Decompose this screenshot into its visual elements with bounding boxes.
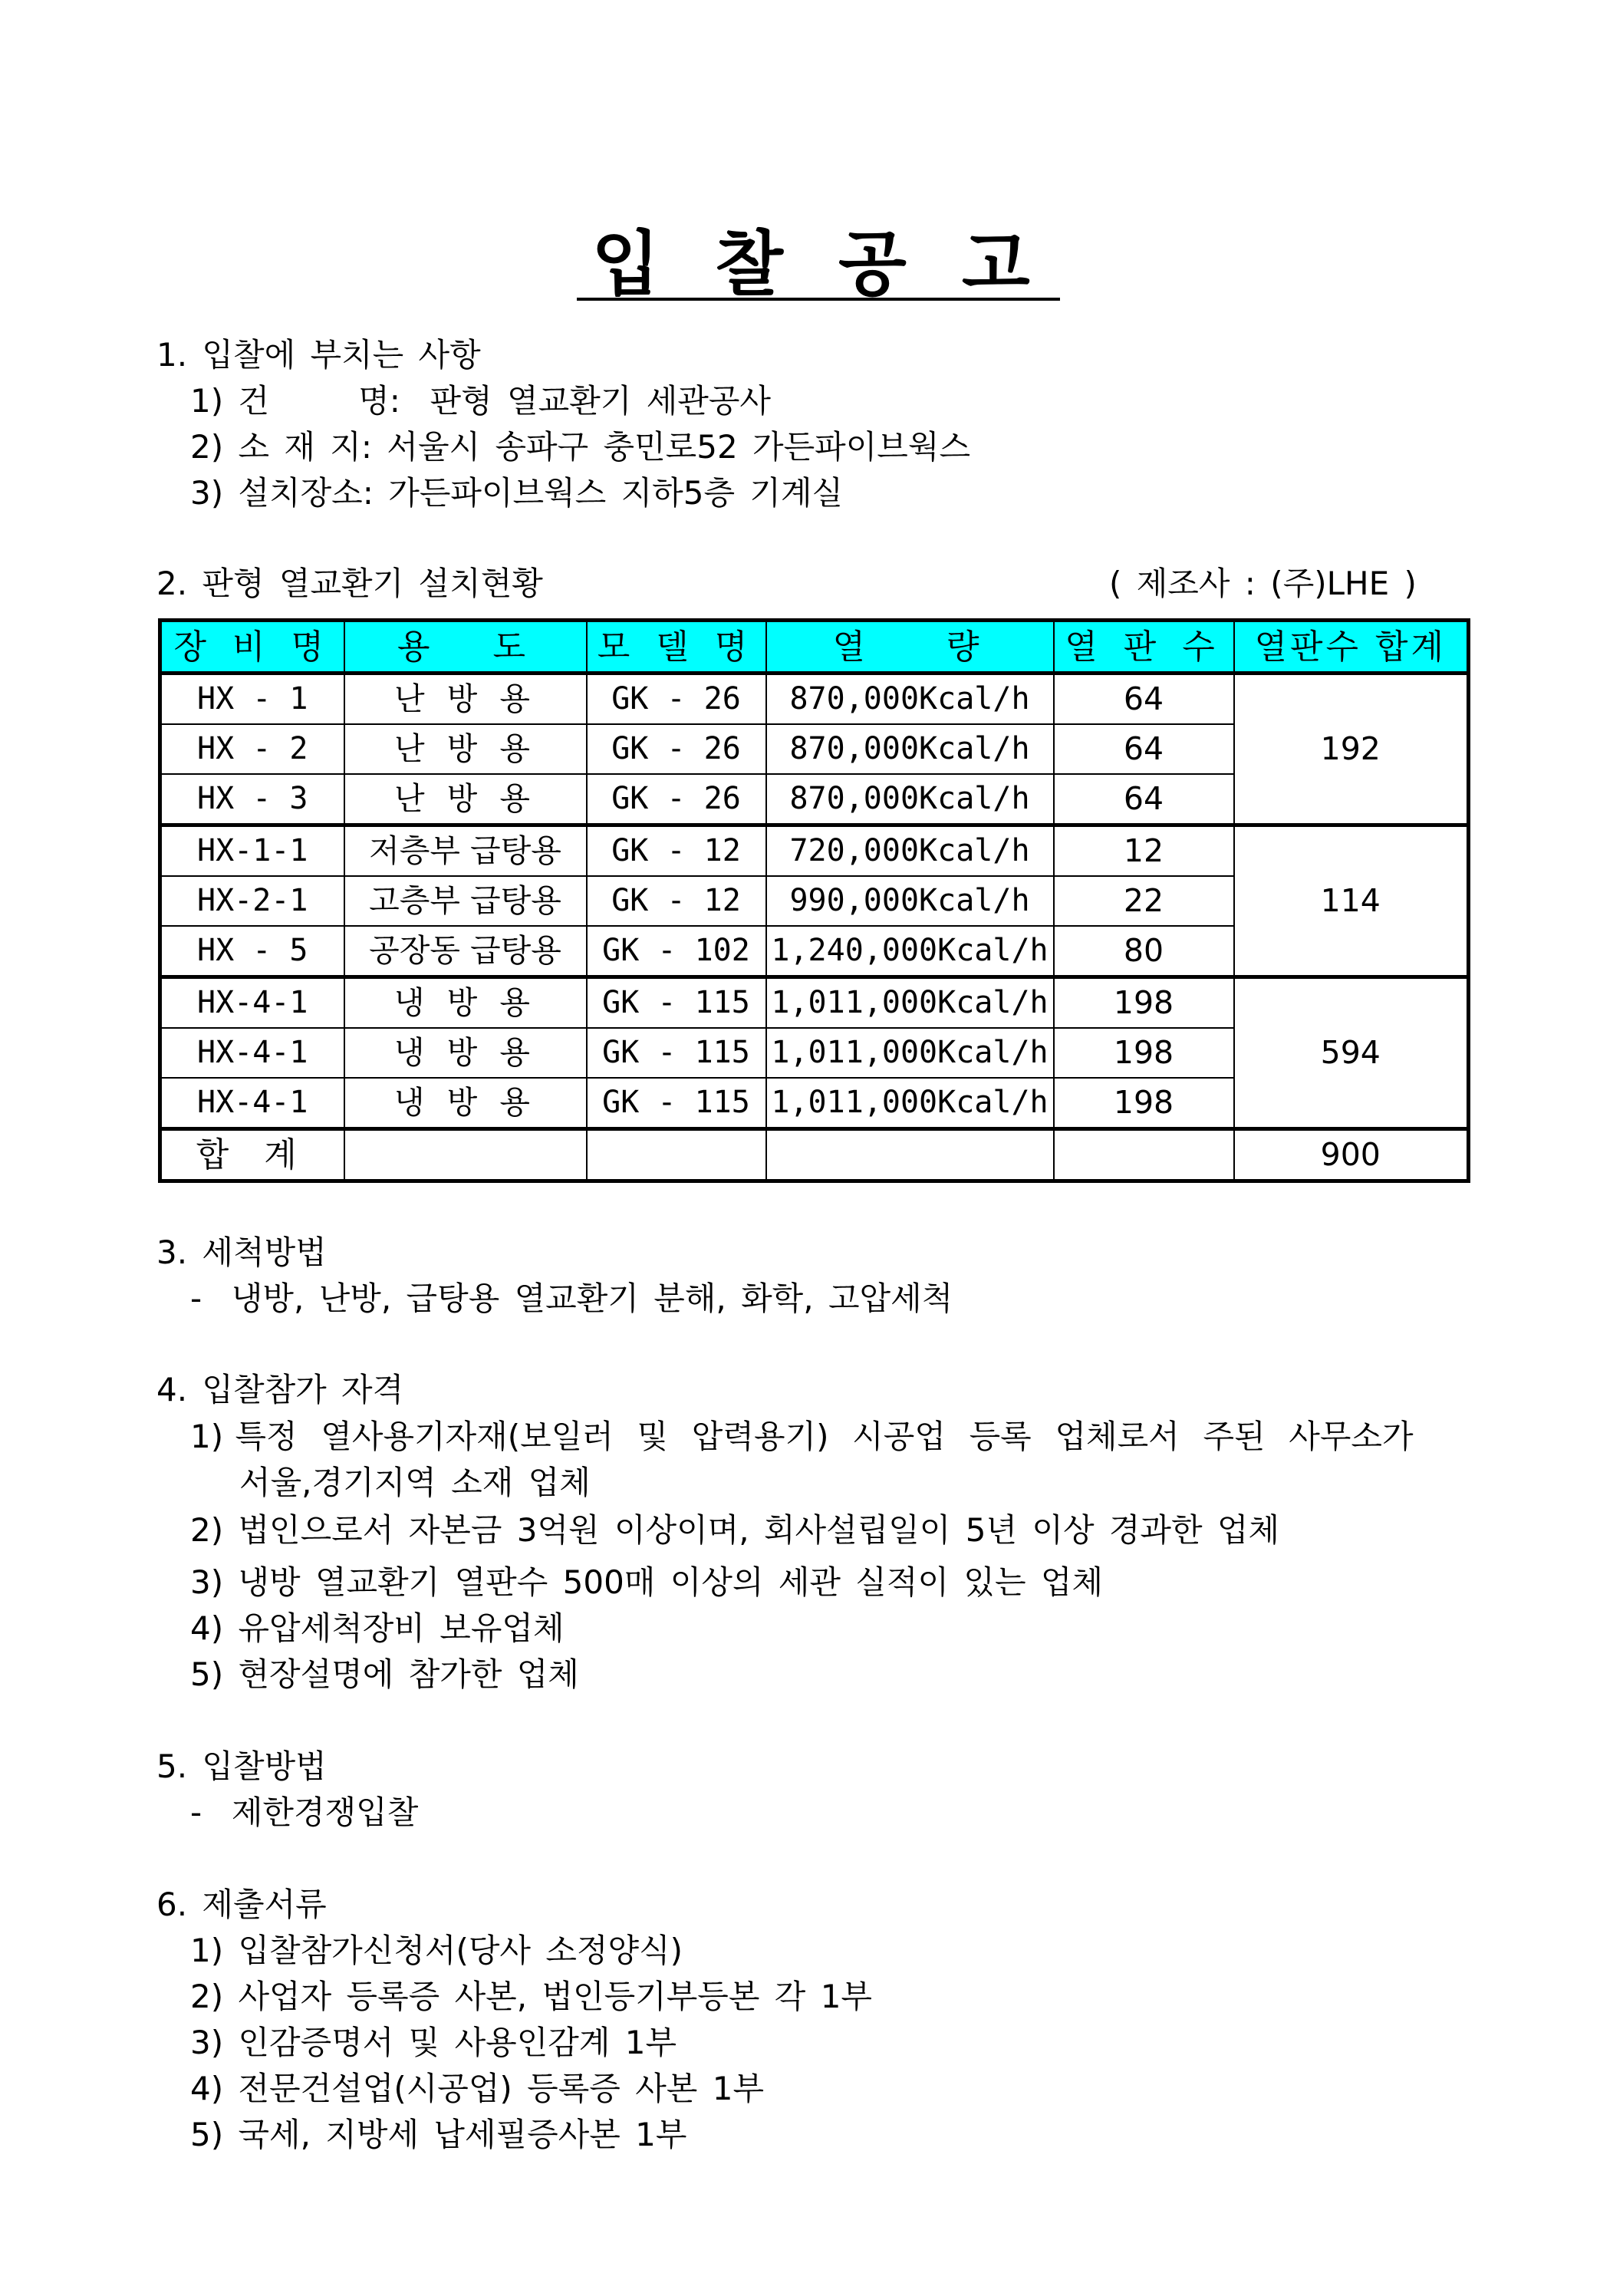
section3-item: - 냉방, 난방, 급탕용 열교환기 분해, 화학, 고압세척 [190, 1280, 953, 1317]
heat-capacity: 870,000Kcal/h [766, 674, 1054, 725]
equipment-name: HX - 5 [160, 926, 344, 977]
plate-count: 198 [1054, 1078, 1234, 1129]
plate-count: 80 [1054, 926, 1234, 977]
section6-item: 4) 전문건설업(시공업) 등록증 사본 1부 [190, 2070, 765, 2107]
section1-item: 2) 소 재 지: 서울시 송파구 충민로52 가든파이브웍스 [190, 428, 971, 466]
section1-heading: 1. 입찰에 부치는 사항 [156, 336, 481, 374]
usage: 냉 방 용 [344, 1078, 587, 1129]
section5-heading: 5. 입찰방법 [156, 1748, 327, 1785]
section4-item: 1) 특정 열사용기자재(보일러 및 압력용기) 시공업 등록 업체로서 주된 사무소가 [190, 1418, 1414, 1455]
model-name: GK - 26 [587, 674, 766, 725]
column-header: 열 량 [766, 621, 1054, 674]
section4-item: 5) 현장설명에 참가한 업체 [190, 1655, 579, 1693]
section1-item: 1) 건 명: 판형 열교환기 세관공사 [190, 382, 771, 420]
usage: 난 방 용 [344, 674, 587, 725]
section6-item: 1) 입찰참가신청서(당사 소정양식) [190, 1932, 683, 1969]
column-header: 모 델 명 [587, 621, 766, 674]
section3-heading: 3. 세척방법 [156, 1234, 327, 1271]
table-sum-row [160, 1129, 1469, 1181]
empty-cell [587, 1129, 766, 1181]
equipment-name: HX-4-1 [160, 1078, 344, 1129]
table-header-row [160, 621, 1469, 674]
model-name: GK - 115 [587, 977, 766, 1029]
heat-capacity: 1,240,000Kcal/h [766, 926, 1054, 977]
heat-capacity: 720,000Kcal/h [766, 825, 1054, 877]
section4-item: 4) 유압세척장비 보유업체 [190, 1609, 565, 1647]
section6-heading: 6. 제출서류 [156, 1886, 327, 1923]
section5-item: - 제한경쟁입찰 [190, 1794, 419, 1831]
column-header: 열 판 수 [1054, 621, 1234, 674]
model-name: GK - 12 [587, 825, 766, 877]
empty-cell [1054, 1129, 1234, 1181]
usage: 공장동 급탕용 [344, 926, 587, 977]
heat-capacity: 870,000Kcal/h [766, 724, 1054, 774]
heat-capacity: 870,000Kcal/h [766, 774, 1054, 825]
equipment-name: HX-4-1 [160, 1028, 344, 1078]
model-name: GK - 26 [587, 774, 766, 825]
equipment-name: HX - 3 [160, 774, 344, 825]
grand-total: 900 [1234, 1129, 1469, 1181]
table-row [160, 825, 1469, 877]
equipment-name: HX-4-1 [160, 977, 344, 1029]
heat-exchanger-table [158, 618, 1470, 1183]
plate-count: 198 [1054, 1028, 1234, 1078]
equipment-name: HX - 1 [160, 674, 344, 725]
group-plate-total: 594 [1234, 977, 1469, 1129]
sum-label: 합 계 [160, 1129, 344, 1181]
equipment-name: HX-2-1 [160, 876, 344, 926]
usage: 저층부 급탕용 [344, 825, 587, 877]
group-plate-total: 114 [1234, 825, 1469, 977]
usage: 고층부 급탕용 [344, 876, 587, 926]
plate-count: 64 [1054, 774, 1234, 825]
empty-cell [344, 1129, 587, 1181]
model-name: GK - 115 [587, 1078, 766, 1129]
usage: 난 방 용 [344, 724, 587, 774]
heat-capacity: 1,011,000Kcal/h [766, 1078, 1054, 1129]
section2-heading: 2. 판형 열교환기 설치현황 [156, 565, 543, 602]
empty-cell [766, 1129, 1054, 1181]
table-row [160, 674, 1469, 725]
plate-count: 22 [1054, 876, 1234, 926]
section4-heading: 4. 입찰참가 자격 [156, 1371, 404, 1408]
page-title: 입 찰 공 고 [591, 223, 1045, 305]
model-name: GK - 12 [587, 876, 766, 926]
plate-count: 64 [1054, 674, 1234, 725]
section4-item: 3) 냉방 열교환기 열판수 500매 이상의 세관 실적이 있는 업체 [190, 1563, 1104, 1601]
equipment-name: HX-1-1 [160, 825, 344, 877]
manufacturer-note: ( 제조사 : (주)LHE ) [1109, 565, 1417, 602]
section6-item: 2) 사업자 등록증 사본, 법인등기부등본 각 1부 [190, 1978, 873, 2015]
usage: 냉 방 용 [344, 1028, 587, 1078]
usage: 난 방 용 [344, 774, 587, 825]
section4-item-continuation: 서울,경기지역 소재 업체 [239, 1464, 591, 1501]
heat-capacity: 1,011,000Kcal/h [766, 1028, 1054, 1078]
group-plate-total: 192 [1234, 674, 1469, 825]
model-name: GK - 26 [587, 724, 766, 774]
column-header: 용 도 [344, 621, 587, 674]
column-header: 열판수 합계 [1234, 621, 1469, 674]
model-name: GK - 102 [587, 926, 766, 977]
usage: 냉 방 용 [344, 977, 587, 1029]
section6-item: 5) 국세, 지방세 납세필증사본 1부 [190, 2116, 687, 2153]
plate-count: 12 [1054, 825, 1234, 877]
heat-capacity: 1,011,000Kcal/h [766, 977, 1054, 1029]
plate-count: 64 [1054, 724, 1234, 774]
section4-item: 2) 법인으로서 자본금 3억원 이상이며, 회사설립일이 5년 이상 경과한 업체 [190, 1511, 1280, 1549]
table-row [160, 977, 1469, 1029]
section1-item: 3) 설치장소: 가든파이브웍스 지하5층 기계실 [190, 474, 844, 512]
title-underline [577, 298, 1060, 301]
section6-item: 3) 인감증명서 및 사용인감계 1부 [190, 2024, 677, 2061]
model-name: GK - 115 [587, 1028, 766, 1078]
column-header: 장 비 명 [160, 621, 344, 674]
plate-count: 198 [1054, 977, 1234, 1029]
equipment-name: HX - 2 [160, 724, 344, 774]
heat-capacity: 990,000Kcal/h [766, 876, 1054, 926]
